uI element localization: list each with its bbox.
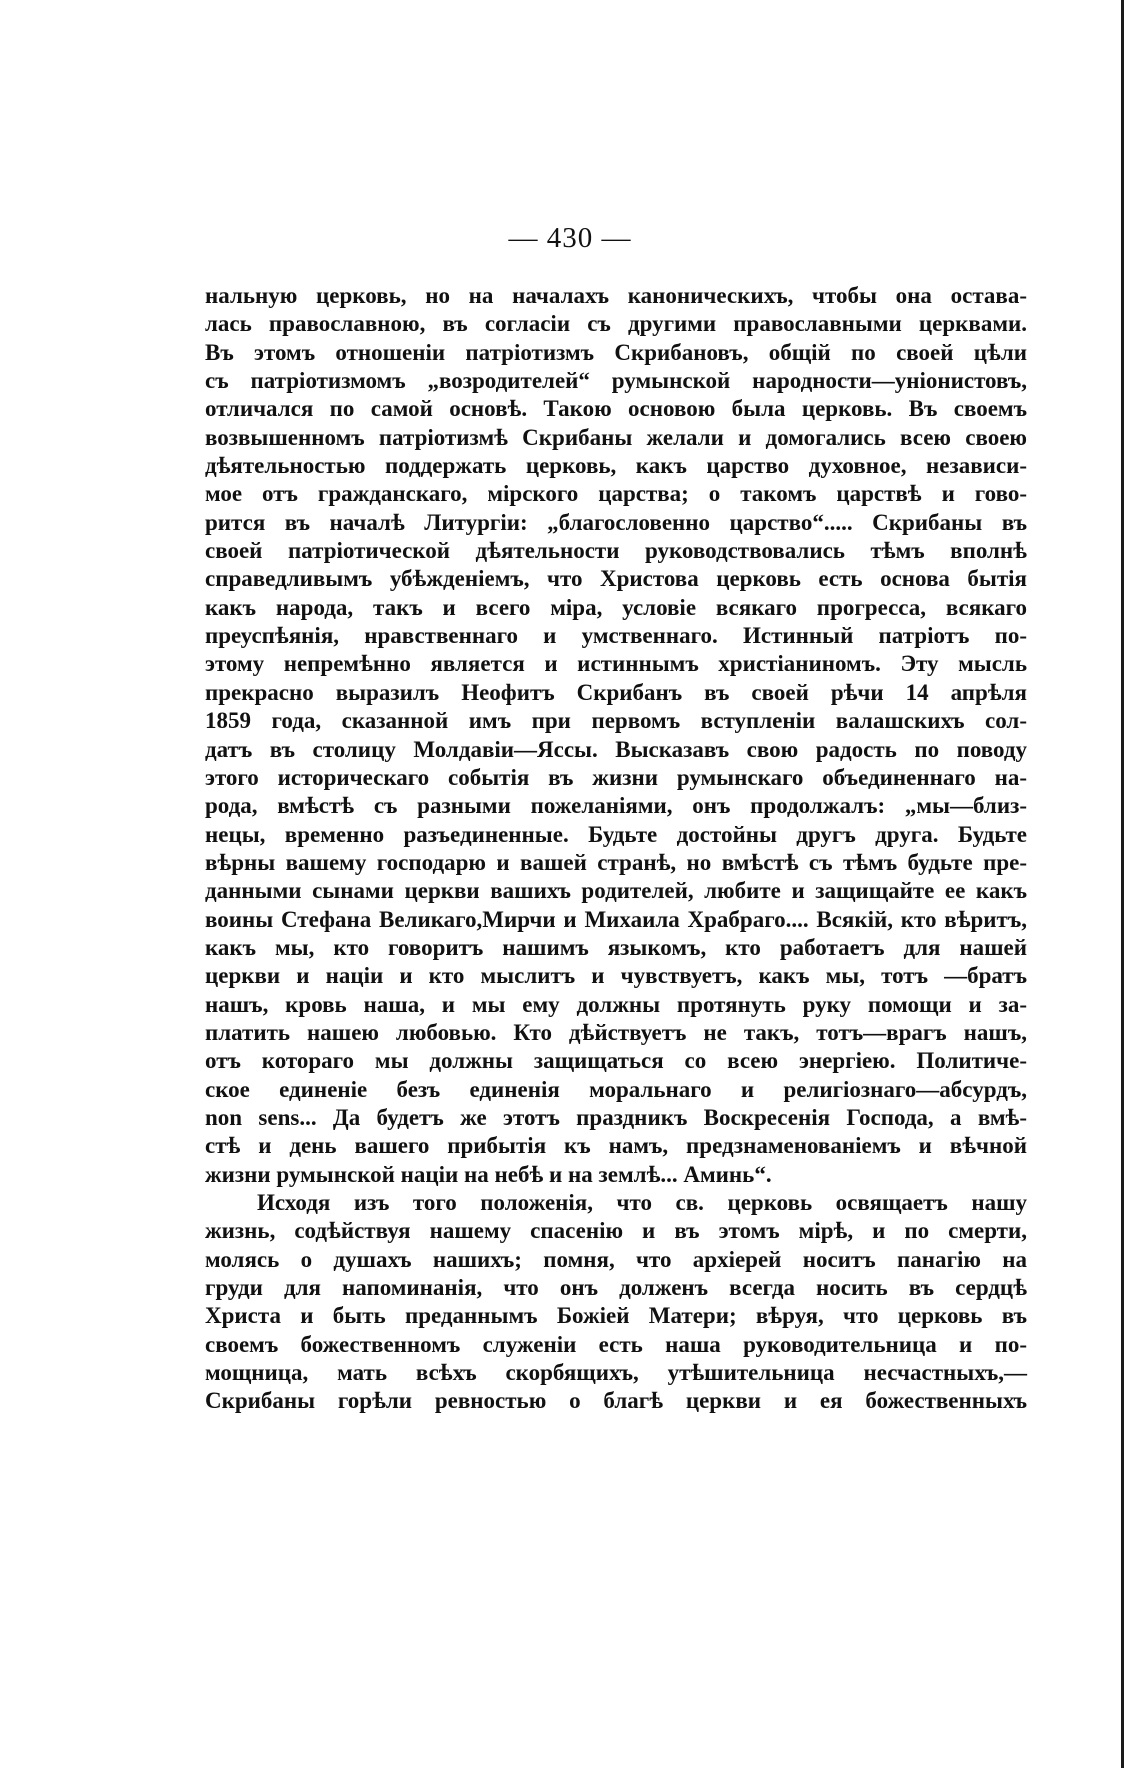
text-line: non sens... Да будетъ же этотъ праздникъ Воскресенія Господа, а вмѣ- bbox=[205, 1104, 1027, 1130]
text-line: этого историческаго событія въ жизни румынскаго объединеннаго на- bbox=[205, 764, 1027, 790]
text-line: рится въ началѣ Литургіи: „благословенно царство“..... Скрибаны въ bbox=[205, 509, 1027, 535]
text-line: груди для напоминанія, что онъ долженъ всегда носить въ сердцѣ bbox=[205, 1275, 1027, 1301]
page-edge-line bbox=[1121, 0, 1124, 1768]
text-line: рода, вмѣстѣ съ разными пожеланіями, онъ продолжалъ: „мы—близ- bbox=[205, 793, 1027, 819]
text-line: 1859 года, сказанной имъ при первомъ вступленіи валашскихъ сол- bbox=[205, 708, 1027, 734]
text-line: справедливымъ убѣжденіемъ, что Христова церковь есть основа бытія bbox=[205, 566, 1027, 592]
text-line: церкви и націи и кто мыслитъ и чувствуетъ, какъ мы, тотъ —братъ bbox=[205, 963, 1027, 989]
text-line: нецы, временно разъединенные. Будьте достойны другъ друга. Будьте bbox=[205, 821, 1027, 847]
text-line: какъ народа, такъ и всего міра, условіе всякаго прогресса, всякаго bbox=[205, 594, 1027, 620]
text-line: платить нашею любовью. Кто дѣйствуетъ не такъ, тотъ—врагъ нашъ, bbox=[205, 1019, 1027, 1045]
text-line: Христа и быть преданнымъ Божіей Матери; вѣруя, что церковь въ bbox=[205, 1303, 1027, 1329]
text-line: какъ мы, кто говоритъ нашимъ языкомъ, кто работаетъ для нашей bbox=[205, 934, 1027, 960]
text-line: нашъ, кровь наша, и мы ему должны протянуть руку помощи и за- bbox=[205, 991, 1027, 1017]
text-line: молясь о душахъ нашихъ; помня, что архіерей носитъ панагію на bbox=[205, 1246, 1027, 1272]
text-line: Исходя изъ того положенія, что св. церковь освящаетъ нашу bbox=[257, 1190, 1027, 1215]
text-line: лась православною, въ согласіи съ другими православными церквами. bbox=[205, 311, 1027, 337]
text-line: Скрибаны горѣли ревностью о благѣ церкви и ея божественныхъ bbox=[205, 1388, 1027, 1414]
text-line: мощница, мать всѣхъ скорбящихъ, утѣшительница несчастныхъ,— bbox=[205, 1360, 1027, 1386]
text-line: прекрасно выразилъ Неофитъ Скрибанъ въ своей рѣчи 14 апрѣля bbox=[205, 679, 1027, 705]
text-line: дѣятельностью поддержать церковь, какъ царство духовное, независи- bbox=[205, 453, 1027, 479]
text-line: нальную церковь, но на началахъ каноническихъ, чтобы она остава- bbox=[205, 283, 1027, 308]
text-line: данными сынами церкви вашихъ родителей, любите и защищайте ее какъ bbox=[205, 878, 1027, 904]
text-line: жизни румынской націи на небѣ и на землѣ... Аминь“. bbox=[205, 1161, 772, 1187]
paragraph-2 bbox=[205, 1189, 1027, 1416]
text-line: жизнь, содѣйствуя нашему спасенію и въ этомъ мірѣ, и по смерти, bbox=[205, 1218, 1027, 1244]
text-line: вѣрны вашему господарю и вашей странѣ, но вмѣстѣ съ тѣмъ будьте пре- bbox=[205, 849, 1027, 875]
text-line: стѣ и день вашего прибытія къ намъ, предзнаменованіемъ и вѣчной bbox=[205, 1133, 1027, 1159]
text-line: этому непремѣнно является и истиннымъ христіаниномъ. Эту мысль bbox=[205, 651, 1027, 677]
text-line: Въ этомъ отношеніи патріотизмъ Скрибановъ, общій по своей цѣли bbox=[205, 339, 1027, 365]
paragraph-1 bbox=[205, 282, 1027, 1189]
text-line: своемъ божественномъ служеніи есть наша руководительница и по- bbox=[205, 1331, 1027, 1357]
text-line: возвышенномъ патріотизмѣ Скрибаны желали и домогались всею своею bbox=[205, 424, 1027, 450]
text-line: мое отъ гражданскаго, мірского царства; о такомъ царствѣ и гово- bbox=[205, 481, 1027, 507]
text-line: съ патріотизмомъ „возродителей“ румынской народности—уніонистовъ, bbox=[205, 368, 1027, 394]
body-text bbox=[205, 282, 1027, 1416]
text-line: своей патріотической дѣятельности руководствовались тѣмъ вполнѣ bbox=[205, 538, 1027, 564]
text-line: воины Стефана Великаго,Мирчи и Михаила Храбраго.... Всякій, кто вѣритъ, bbox=[205, 906, 1027, 932]
text-line: датъ въ столицу Молдавіи—Яссы. Высказавъ свою радость по поводу bbox=[205, 736, 1027, 762]
page-number: — 430 — bbox=[508, 222, 632, 254]
text-line: преуспѣянія, нравственнаго и умственнаго. Истинный патріотъ по- bbox=[205, 623, 1027, 649]
text-line: отличался по самой основѣ. Такою основою была церковь. Въ своемъ bbox=[205, 396, 1027, 422]
text-line: отъ котораго мы должны защищаться со всею энергіею. Политиче- bbox=[205, 1048, 1027, 1074]
text-line: ское единеніе безъ единенія моральнаго и религіознаго—абсурдъ, bbox=[205, 1076, 1027, 1102]
